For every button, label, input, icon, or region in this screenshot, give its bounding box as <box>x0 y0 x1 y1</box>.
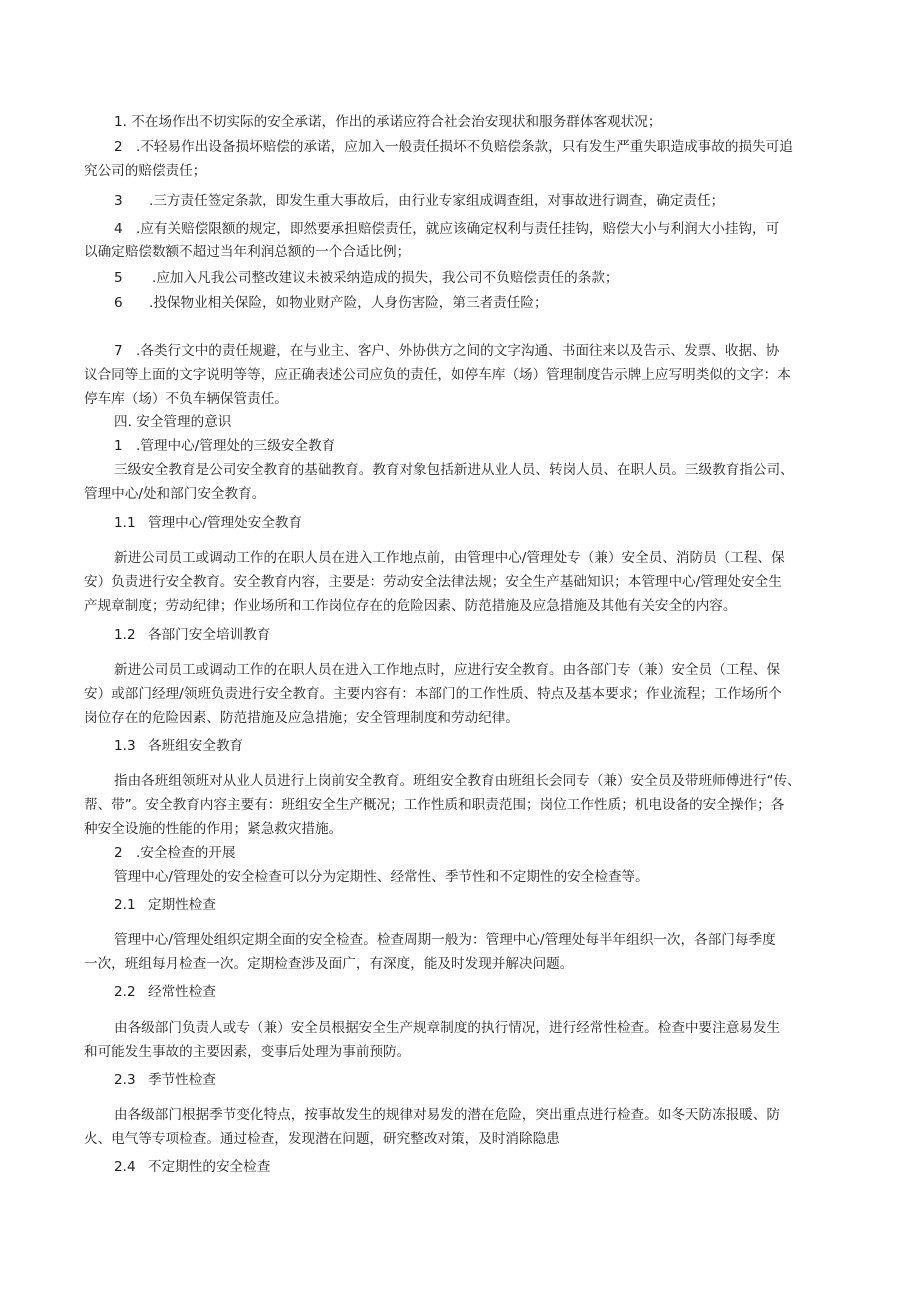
para-1-2-line-1: 新进公司员工或调动工作的在职人员在进入工作地点时，应进行安全教育。由各部门专（兼）安全员（工程、保 <box>114 662 781 678</box>
clause-number: 6 <box>114 295 123 311</box>
heading-2-1: 2.1 定期性检查 <box>114 897 216 913</box>
clause-7-line-3: 停车库（场）不负车辆保管责任。 <box>84 391 288 407</box>
para-1-3-line-2: 帮、带”。安全教育内容主要有：班组安全生产概况；工作性质和职责范围；岗位工作性质；机电设备的安全操作；各 <box>84 797 785 813</box>
subsection-1-para-line-1: 三级安全教育是公司安全教育的基础教育。教育对象包括新进从业人员、转岗人员、在职人员。三级教育指公司、 <box>114 462 794 478</box>
para-1-2-line-3: 岗位存在的危险因素、防范措施及应急措施；安全管理制度和劳动纪律。 <box>84 710 519 726</box>
clause-3: 3 .三方责任签定条款，即发生重大事故后，由行业专家组成调查组，对事故进行调查，确定责任； <box>114 193 725 209</box>
para-1-3-line-1: 指由各班组领班对从业人员进行上岗前安全教育。班组安全教育由班组长会同专（兼）安全员及带班师傅进行“传、 <box>114 773 801 789</box>
clause-number: 4 <box>114 221 123 237</box>
clause-4-line-2: 以确定赔偿数额不超过当年利润总额的一个合适比例； <box>84 244 411 260</box>
para-1-1-line-1: 新进公司员工或调动工作的在职人员在进入工作地点前，由管理中心/管理处专（兼）安全员、消防员（工程、保 <box>114 550 785 566</box>
clause-5: 5 .应加入凡我公司整改建议未被采纳造成的损失，我公司不负赔偿责任的条款； <box>114 270 619 286</box>
heading-number: 1.2 <box>114 627 136 643</box>
heading-number: 1.1 <box>114 515 136 531</box>
section-heading: 四. 安全管理的意识 <box>114 414 232 430</box>
clause-number: 2 <box>114 139 123 155</box>
heading-2-4: 2.4 不定期性的安全检查 <box>114 1159 271 1175</box>
heading-number: 2.3 <box>114 1072 136 1088</box>
para-2-2-line-1: 由各级部门负责人或专（兼）安全员根据安全生产规章制度的执行情况，进行经常性检查。检查中要注意易发生 <box>114 1020 781 1036</box>
clause-7-line-1: 7 .各类行文中的责任规避，在与业主、客户、外协供方之间的文字沟通、书面往来以及告示、发票、收据、协 <box>114 343 780 359</box>
para-2-3-line-2: 火、电气等专项检查。通过检查，发现潜在问题，研究整改对策，及时消除隐患 <box>84 1131 560 1147</box>
subsection-1-heading: 1 .管理中心/管理处的三级安全教育 <box>114 438 336 454</box>
heading-2-2: 2.2 经常性检查 <box>114 984 216 1000</box>
subsection-number: 2 <box>114 845 123 861</box>
subsection-1-para-line-2: 管理中心/处和部门安全教育。 <box>84 486 266 502</box>
subsection-2-heading: 2 .安全检查的开展 <box>114 845 236 861</box>
para-1-2-line-2: 安）或部门经理/领班负责进行安全教育。主要内容有：本部门的工作性质、特点及基本要求；作业流程；工作场所个 <box>84 686 782 702</box>
para-2-2-line-2: 和可能发生事故的主要因素，变事后处理为事前预防。 <box>84 1044 411 1060</box>
para-1-1-line-3: 产规章制度；劳动纪律；作业场所和工作岗位存在的危险因素、防范措施及应急措施及其他有关安全的内容。 <box>84 598 737 614</box>
clause-7-line-2: 议合同等上面的文字说明等等，应正确表述公司应负的责任，如停车库（场）管理制度告示牌上应写明类似的文字：本 <box>84 367 791 383</box>
heading-number: 1.3 <box>114 738 136 754</box>
para-2-1-line-1: 管理中心/管理处组织定期全面的安全检查。检查周期一般为：管理中心/管理处每半年组织一次，各部门每季度 <box>114 932 776 948</box>
clause-6: 6 .投保物业相关保险，如物业财产险，人身伤害险，第三者责任险； <box>114 295 548 311</box>
heading-number: 2.1 <box>114 897 136 913</box>
heading-1-3: 1.3 各班组安全教育 <box>114 738 244 754</box>
subsection-2-para: 管理中心/管理处的安全检查可以分为定期性、经常性、季节性和不定期性的安全检查等。 <box>114 869 649 885</box>
heading-1-2: 1.2 各部门安全培训教育 <box>114 627 271 643</box>
clause-number: 7 <box>114 343 123 359</box>
heading-number: 2.2 <box>114 984 136 1000</box>
clause-number: 3 <box>114 193 123 209</box>
para-1-1-line-2: 安）负责进行安全教育。安全教育内容，主要是：劳动安全法律法规；安全生产基础知识；本管理中心/管理处安全生 <box>84 574 782 590</box>
clause-2-line-1: 2 .不轻易作出设备损坏赔偿的承诺，应加入一般责任损坏不负赔偿条款，只有发生严重失职造成事故的损失可追 <box>114 139 793 155</box>
clause-4-line-1: 4 .应有关赔偿限额的规定，即然要承担赔偿责任，就应该确定权利与责任挂钩，赔偿大小与利润大小挂钩，可 <box>114 221 780 237</box>
clause-number: 5 <box>114 270 123 286</box>
para-2-1-line-2: 一次，班组每月检查一次。定期检查涉及面广，有深度，能及时发现并解决问题。 <box>84 956 574 972</box>
heading-2-3: 2.3 季节性检查 <box>114 1072 216 1088</box>
clause-1: 1. 不在场作出不切实际的安全承诺，作出的承诺应符合社会治安现状和服务群体客观状况； <box>114 114 662 130</box>
heading-number: 2.4 <box>114 1159 136 1175</box>
heading-1-1: 1.1 管理中心/管理处安全教育 <box>114 515 303 531</box>
para-2-3-line-1: 由各级部门根据季节变化特点，按事故发生的规律对易发的潜在危险，突出重点进行检查。如冬天防冻报暖、防 <box>114 1107 781 1123</box>
subsection-number: 1 <box>114 438 123 454</box>
para-1-3-line-3: 种安全设施的性能的作用；紧急救灾措施。 <box>84 821 343 837</box>
clause-2-line-2: 究公司的赔偿责任； <box>84 163 207 179</box>
